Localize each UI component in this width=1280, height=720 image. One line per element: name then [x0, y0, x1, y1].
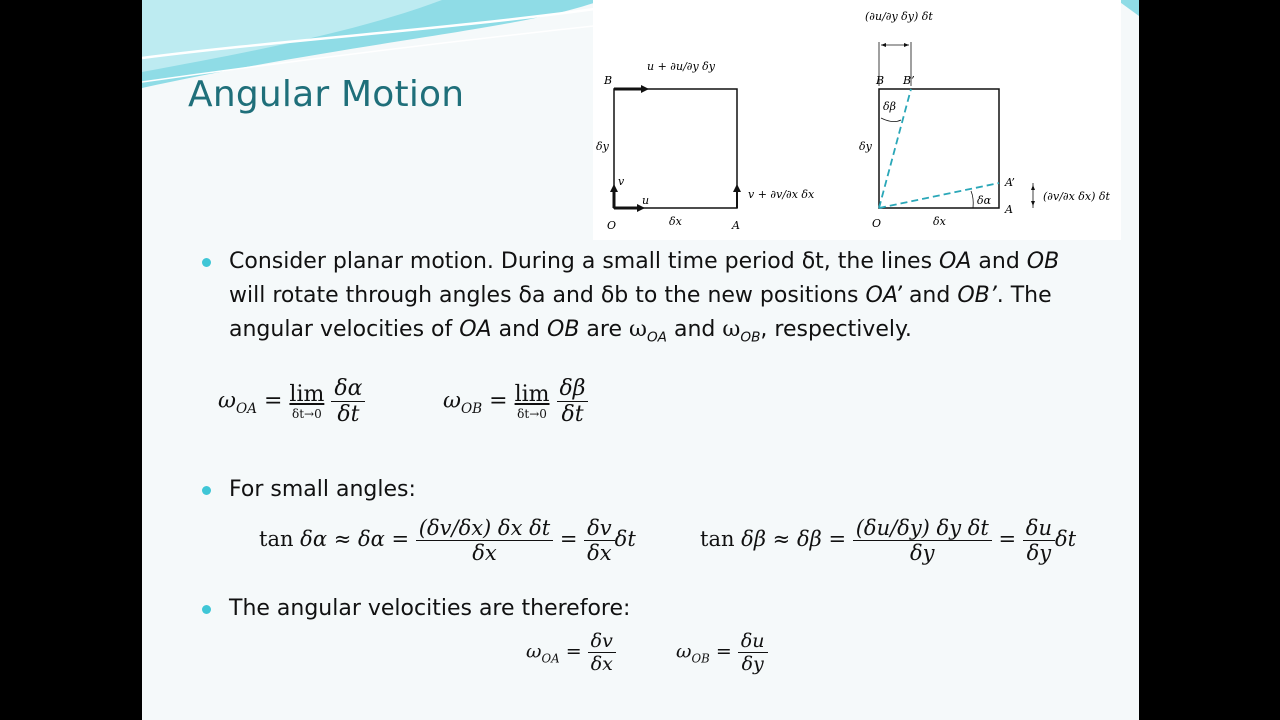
bullet-dot — [202, 258, 211, 267]
eq-tan-beta: tan δβ ≈ δβ = $\frac{\text{(δu/δy) δy δt}}{\delta y}$ = $\frac{\delta u}{\delta y}$ δt — [700, 516, 1077, 565]
fig-right-B: B — [876, 74, 885, 87]
fig-left-dy: δy — [596, 140, 609, 153]
fig-left-right-label: v + ∂v/∂x δx — [748, 188, 815, 201]
bullet-small-angles: For small angles: — [229, 473, 416, 507]
fig-left-v: v — [618, 175, 625, 188]
fig-right-dy: δy — [859, 140, 872, 153]
bullet-angular-velocities: The angular velocities are therefore: — [229, 592, 630, 626]
fig-right-dbeta: δβ — [883, 100, 896, 113]
eq-tan-alpha: tan δα ≈ δα = $\frac{\text{(δv/δx) δx δt}}{\delta x}$ = $\frac{\delta v}{\delta x}$ δt — [259, 516, 636, 565]
bullet-dot — [202, 605, 211, 614]
bullet-planar-motion: Consider planar motion. During a small time period δt, the lines OA and OB will rotate through angles δa and δb to the new positions OA’ and OB’. The angular velocities of OA and OB are $\omega_{OA}$ and $\omega_{OB}$, respectively. — [229, 245, 1099, 354]
fig-left-B: B — [604, 74, 613, 87]
fig-right-A: A — [1005, 203, 1013, 216]
fig-right-dalpha: δα — [977, 194, 992, 207]
eq-omega-ob-limit: $\omega_{OB}$ = $\frac{\lim}{\delta t\to 0}$ $\frac{\delta\beta}{\delta t}$ — [443, 376, 588, 427]
fig-right-top-label: (∂u/∂y δy) δt — [865, 10, 933, 23]
fig-right-O: O — [872, 217, 882, 230]
deformation-figure — [593, 0, 1121, 240]
fig-right-B2: B’ — [903, 74, 915, 87]
slide-title: Angular Motion — [188, 74, 465, 115]
slide — [142, 0, 1139, 720]
left-element-diagram — [596, 60, 815, 232]
eq-omega-oa-limit: $\omega_{OA}$ = $\frac{\lim}{\delta t\to 0}$ $\frac{\delta\alpha}{\delta t}$ — [218, 376, 365, 427]
eq-omega-oa-final: $\omega_{OA}$ = $\frac{\delta v}{\delta x}$ — [526, 630, 616, 675]
fig-right-right-label: (∂v/∂x δx) δt — [1043, 190, 1110, 203]
fig-left-A: A — [732, 219, 740, 232]
right-element-diagram — [859, 10, 1111, 230]
fig-right-dx: δx — [933, 215, 946, 228]
fig-left-top-label: u + ∂u/∂y δy — [647, 60, 716, 73]
fig-left-O: O — [607, 219, 617, 232]
fig-right-A2: A’ — [1005, 176, 1015, 189]
bullet-dot — [202, 486, 211, 495]
eq-omega-ob-final: $\omega_{OB}$ = $\frac{\delta u}{\delta y}$ — [676, 630, 768, 675]
fig-left-u: u — [642, 194, 650, 207]
fig-left-dx: δx — [669, 215, 682, 228]
